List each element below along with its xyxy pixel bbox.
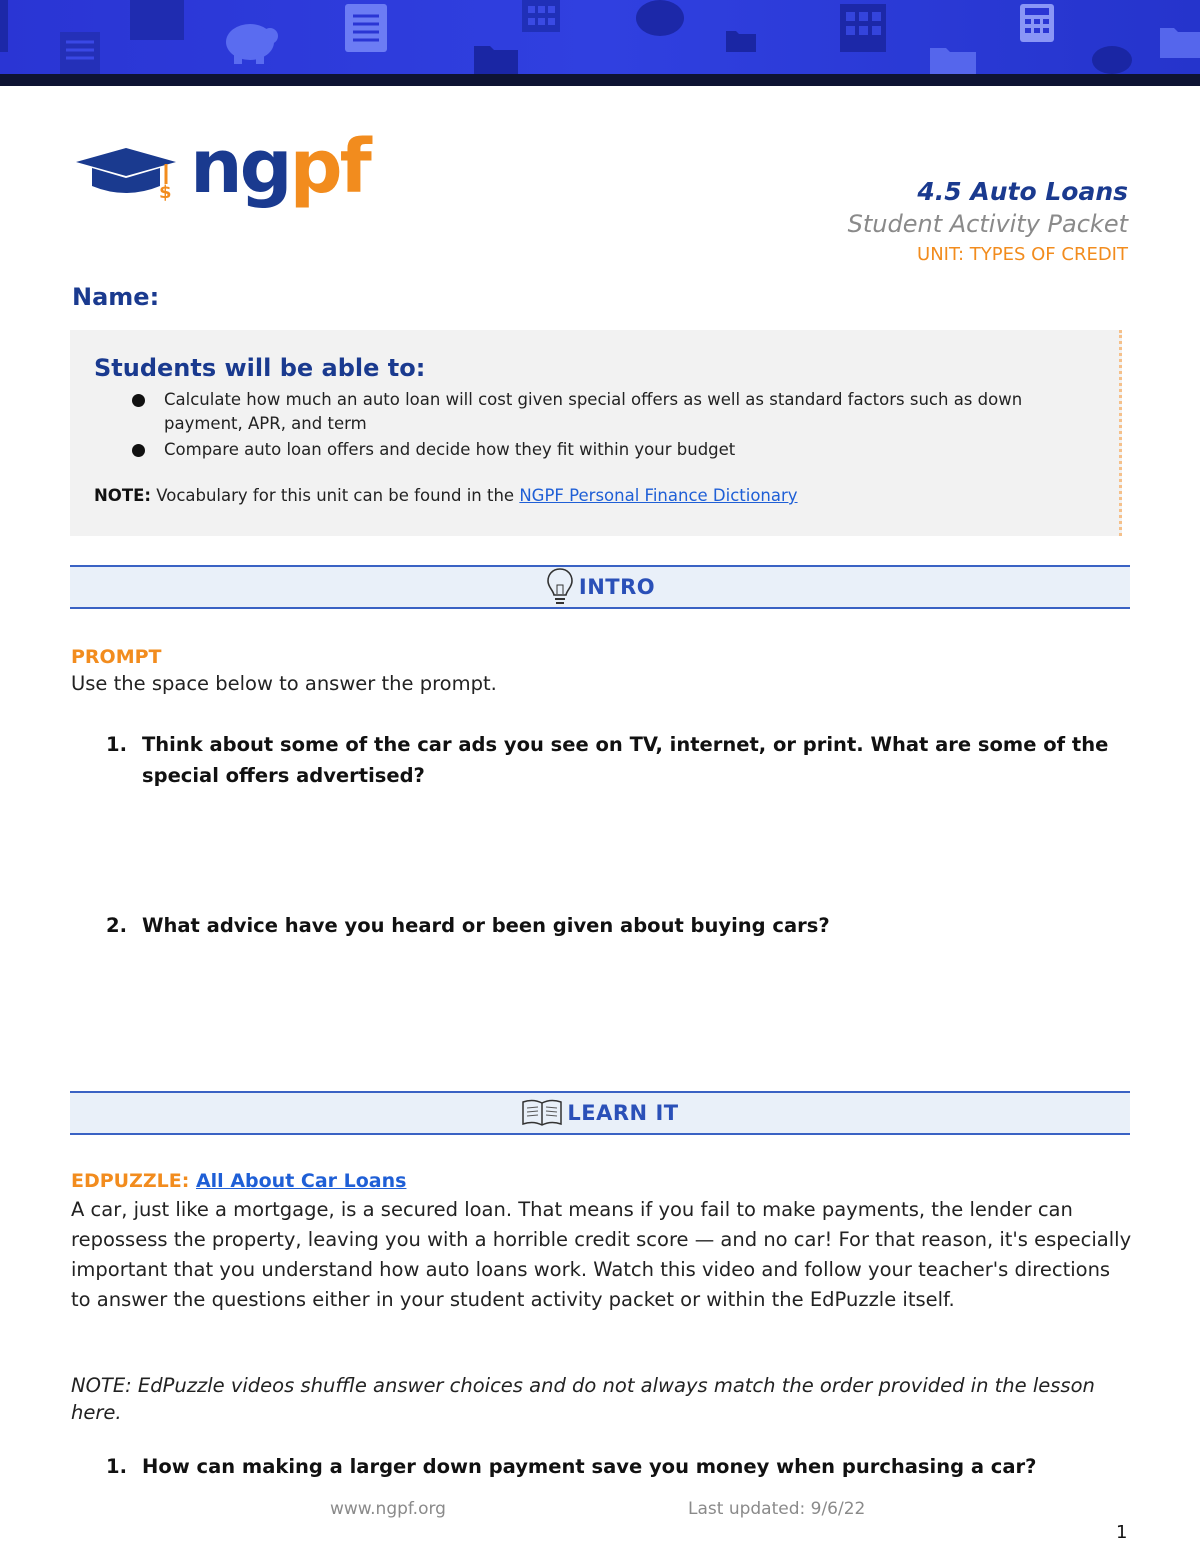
folder-icon [930, 44, 976, 76]
footer-last-updated: Last updated: 9/6/22 [688, 1499, 866, 1519]
packet-subtitle: Student Activity Packet [847, 210, 1128, 238]
question-text: Think about some of the car ads you see on TV, internet, or print. What are some of the special offers advertised? [142, 733, 1109, 787]
bullet-icon [132, 394, 145, 407]
header-banner [0, 0, 1200, 76]
piggy-bank-icon [220, 14, 282, 66]
objectives-list [94, 388, 1104, 464]
question-text: How can making a larger down payment save you money when purchasing a car? [142, 1455, 1037, 1478]
note-label: NOTE: [94, 486, 151, 505]
open-book-icon [521, 1098, 563, 1128]
page-number: 1 [1116, 1522, 1128, 1543]
name-label: Name: [72, 283, 160, 311]
folder-icon [726, 28, 756, 52]
question-item [106, 729, 1136, 791]
logo-text-accent: pf [289, 124, 369, 210]
svg-text:$: $ [159, 182, 172, 203]
objectives-heading: Students will be able to: [94, 354, 426, 382]
prompt-label: PROMPT [71, 646, 162, 668]
question-number: 1. [106, 733, 127, 756]
vocabulary-note [94, 486, 798, 505]
bullet-icon [132, 444, 145, 457]
ngpf-logo-cap-icon [72, 138, 182, 218]
edpuzzle-label: EDPUZZLE: [71, 1170, 190, 1192]
calculator-icon [840, 4, 886, 52]
folder-icon [1160, 24, 1200, 58]
dictionary-link[interactable]: NGPF Personal Finance Dictionary [519, 486, 798, 505]
edpuzzle-link[interactable]: All About Car Loans [195, 1170, 407, 1192]
list-item [94, 438, 1104, 462]
edpuzzle-heading [71, 1170, 406, 1192]
note-text: Vocabulary for this unit can be found in the [156, 486, 515, 505]
question-number: 1. [106, 1455, 127, 1478]
document-icon [60, 32, 100, 76]
learning-objectives-box [70, 330, 1122, 536]
footer-site: www.ngpf.org [330, 1499, 446, 1519]
header-divider [0, 74, 1200, 86]
learn-it-label: LEARN IT [567, 1101, 679, 1125]
piggy-bank-icon [1090, 38, 1136, 76]
document-icon [345, 4, 387, 52]
piggy-bank-icon [632, 0, 690, 40]
folder-icon [130, 0, 184, 40]
question-item [106, 910, 1136, 941]
intro-label: INTRO [578, 575, 656, 599]
learn-it-paragraph: A car, just like a mortgage, is a secured loan. That means if you fail to make payments, the lender can repossess the property, leaving you with a horrible credit score — and no car! For that reason, it's especially important that you understand how auto loans work. Watch this video and follow your teacher's directions to answer the questions either in your student activity packet or within the EdPuzzle itself. [71, 1198, 1132, 1311]
lightbulb-icon [545, 567, 575, 607]
list-item [94, 388, 1104, 436]
folder-icon [474, 42, 518, 76]
ngpf-logo [190, 124, 369, 210]
calculator-icon [1020, 4, 1054, 42]
prompt-instruction: Use the space below to answer the prompt. [71, 672, 497, 695]
logo-text-primary: ng [190, 124, 290, 210]
lesson-title: 4.5 Auto Loans [917, 177, 1128, 206]
learn-it-section-header [70, 1091, 1130, 1135]
calculator-icon [522, 0, 560, 32]
objective-text: Calculate how much an auto loan will cost given special offers as well as standard factors such as down payment, APR, and term [164, 390, 1023, 433]
question-number: 2. [106, 914, 127, 937]
edpuzzle-note: NOTE: EdPuzzle videos shuffle answer choices and do not always match the order provided in the lesson here. [71, 1374, 1095, 1424]
intro-section-header [70, 565, 1130, 609]
unit-label: UNIT: TYPES OF CREDIT [917, 244, 1128, 265]
question-item [106, 1451, 1136, 1482]
document-icon [0, 0, 20, 56]
question-text: What advice have you heard or been given about buying cars? [142, 914, 830, 937]
title-block [848, 176, 1128, 270]
objective-text: Compare auto loan offers and decide how they fit within your budget [164, 440, 736, 459]
